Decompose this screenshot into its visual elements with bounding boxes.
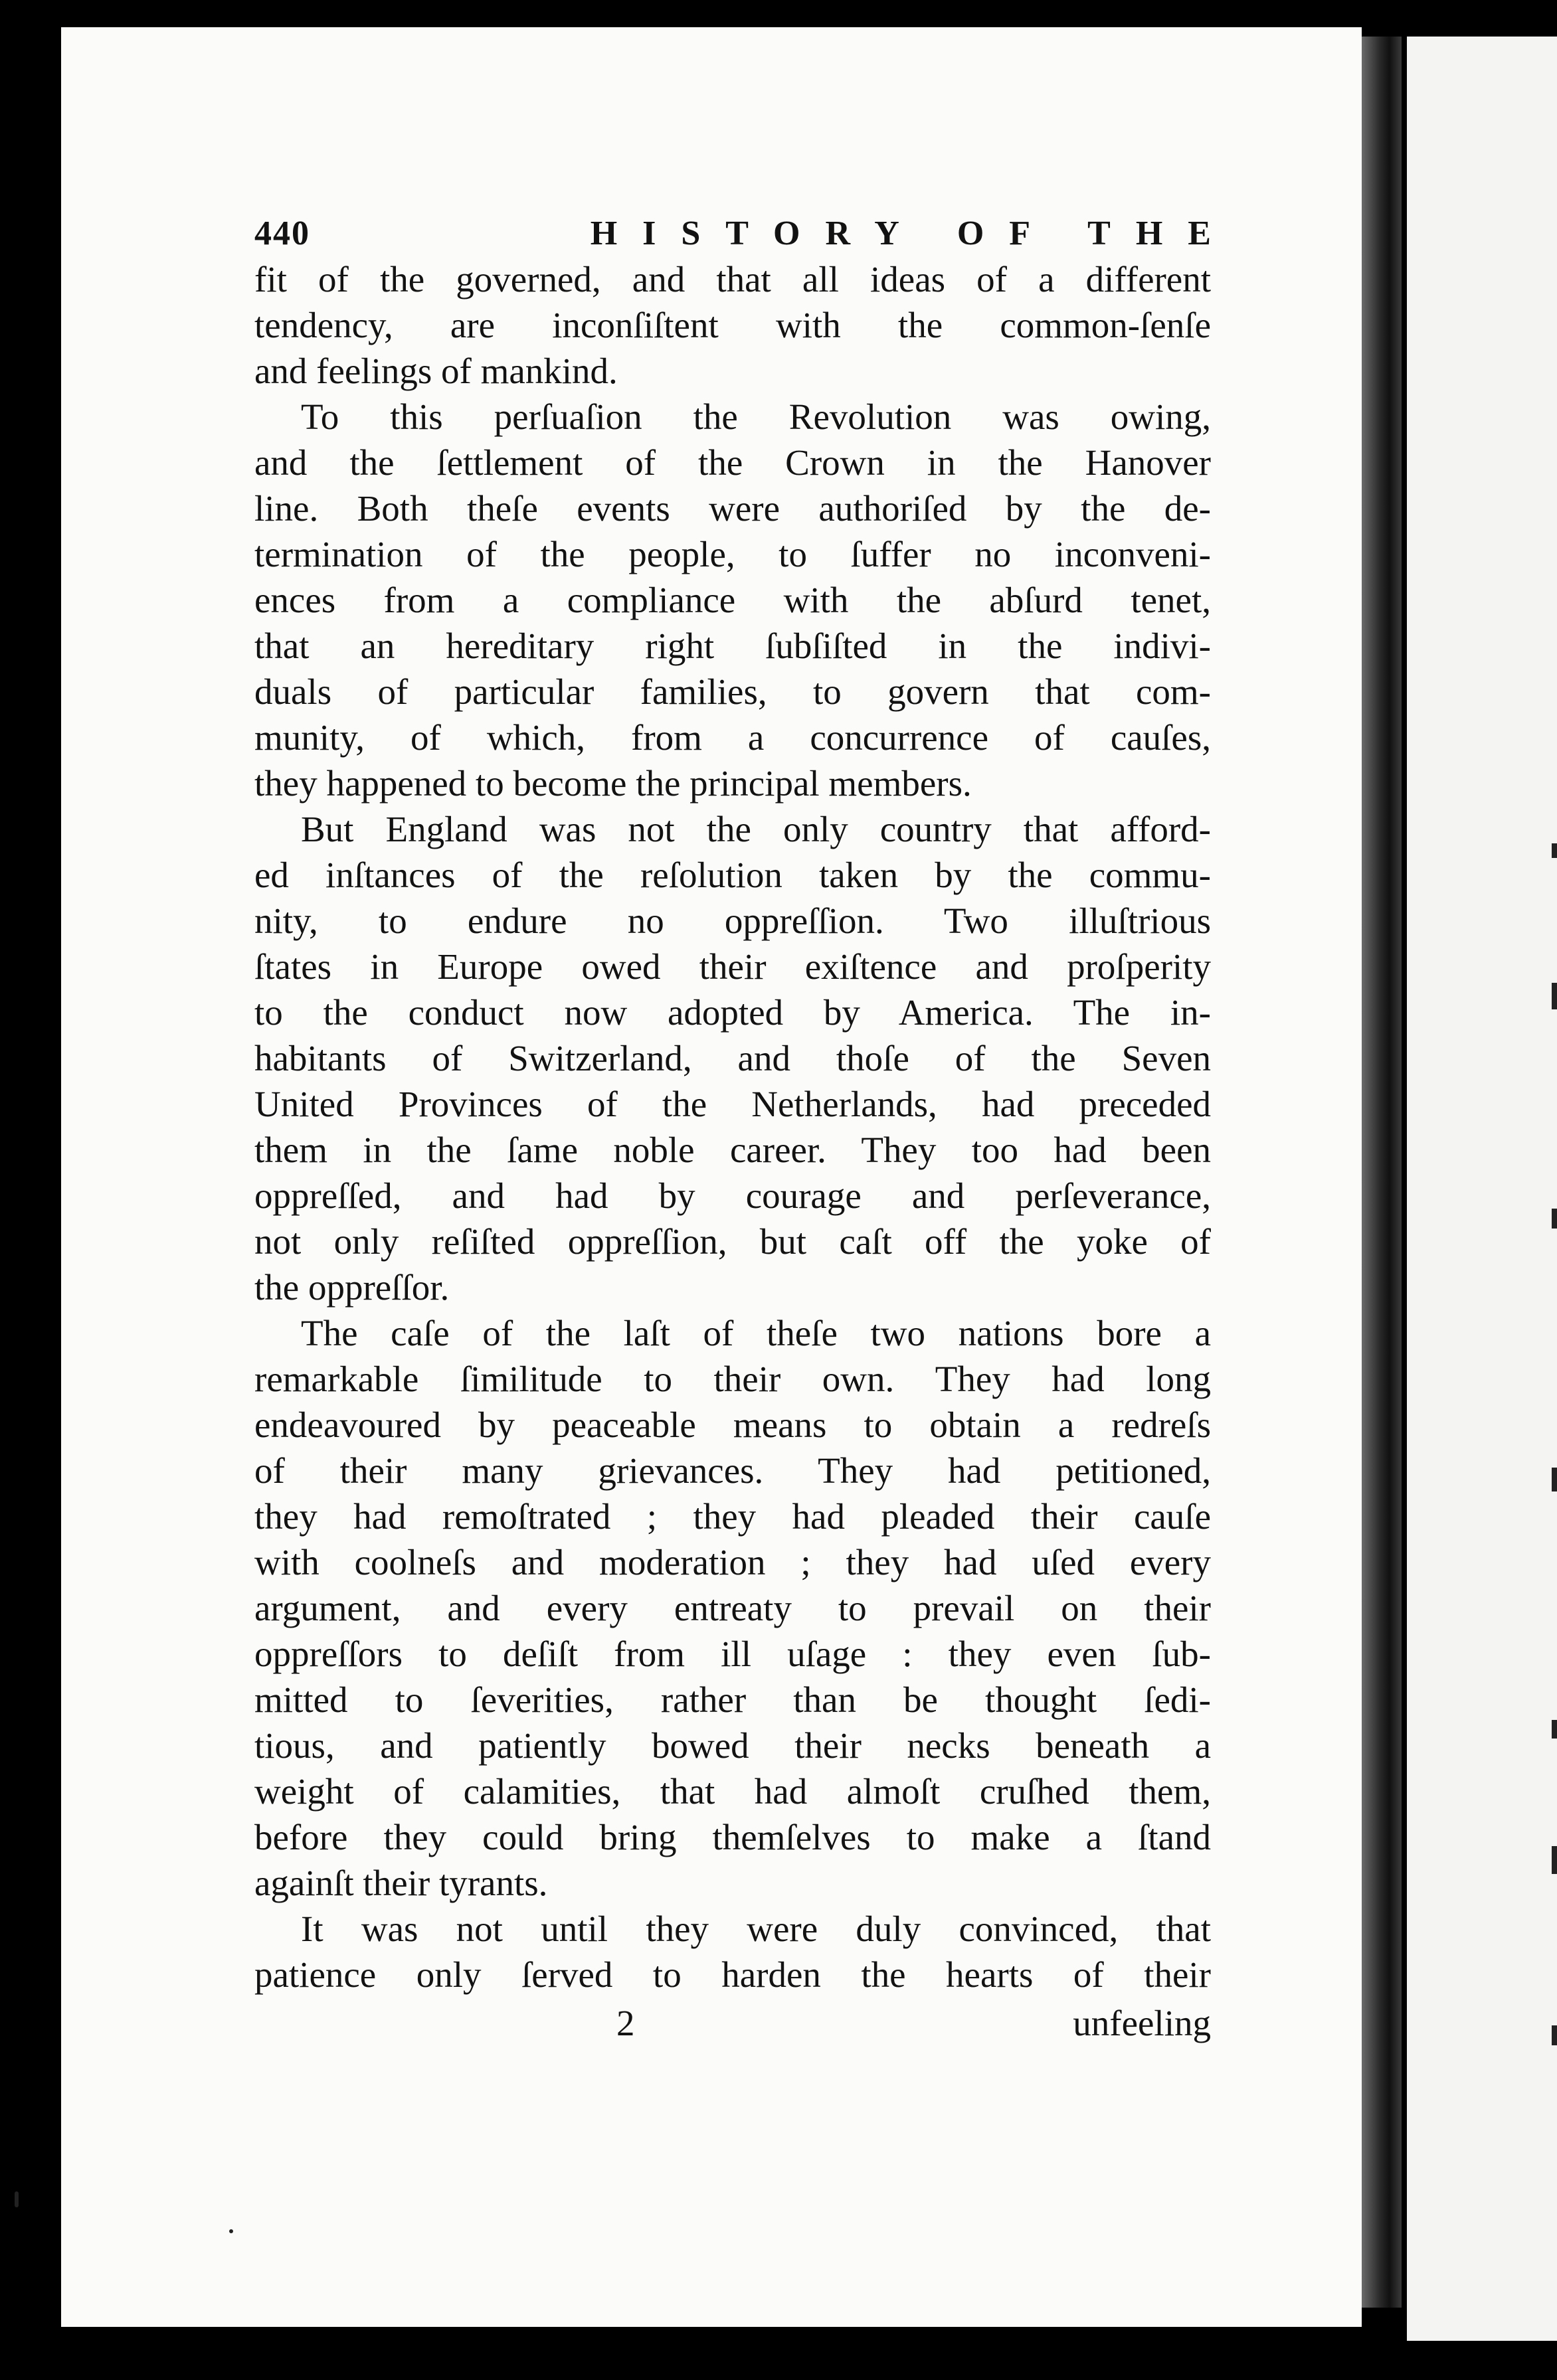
scan-artifact (229, 2229, 233, 2233)
right-page-text-fragment (1552, 1846, 1557, 1874)
page-text (254, 214, 1236, 2046)
paragraph-start-line: The caſe of the laſt of theſe two nations bore a (301, 1313, 1211, 1353)
text-line: line. Both theſe events were authoriſed by the de- (254, 488, 1211, 529)
running-head-title: HISTORY OF THE (590, 214, 1236, 252)
text-line: argument, and every entreaty to prevail on their (254, 1588, 1211, 1628)
text-line: munity, of which, from a concurrence of cauſes, (254, 717, 1211, 758)
text-line: mitted to ſeverities, rather than be thought ſedi- (254, 1679, 1211, 1720)
text-line: termination of the people, to ſuffer no inconveni- (254, 534, 1211, 574)
text-line: before they could bring themſelves to make a ſtand (254, 1817, 1211, 1857)
text-line: with coolneſs and moderation ; they had uſed every (254, 1542, 1211, 1582)
right-page-text-fragment (1552, 1468, 1557, 1491)
paragraph-start-line: But England was not the only country that afford- (301, 809, 1211, 849)
text-line: them in the ſame noble career. They too had been (254, 1130, 1211, 1170)
running-head (254, 214, 1236, 256)
text-line: tendency, are inconſiſtent with the common-ſenſe (254, 305, 1211, 345)
text-line: fit of the governed, and that all ideas of a different (254, 259, 1211, 299)
paragraph-start-line: To this perſuaſion the Revolution was owing, (301, 396, 1211, 437)
page-footer (254, 2000, 1211, 2046)
text-line: the oppreſſor. (254, 1267, 450, 1308)
text-line: againſt their tyrants. (254, 1863, 548, 1903)
text-line: they had remoſtrated ; they had pleaded their cauſe (254, 1496, 1211, 1537)
text-line: ed inſtances of the reſolution taken by the commu- (254, 855, 1211, 895)
text-line: United Provinces of the Netherlands, had preceded (254, 1084, 1211, 1124)
text-line: and the ſettlement of the Crown in the Hanover (254, 442, 1211, 483)
right-page-edge (1407, 37, 1557, 2341)
text-line: endeavoured by peaceable means to obtain a redreſs (254, 1404, 1211, 1445)
page-number: 440 (254, 214, 310, 252)
text-line: remarkable ſimilitude to their own. They had long (254, 1359, 1211, 1399)
text-line: not only reſiſted oppreſſion, but caſt off the yoke of (254, 1221, 1211, 1262)
text-line: ſtates in Europe owed their exiſtence and proſperity (254, 946, 1211, 987)
text-line: oppreſſors to deſiſt from ill uſage : they even ſub- (254, 1634, 1211, 1674)
text-line: of their many grievances. They had petitioned, (254, 1450, 1211, 1491)
right-page-text-fragment (1552, 2025, 1557, 2045)
book-gutter-shadow (1362, 37, 1402, 2308)
right-page-text-fragment (1552, 1209, 1557, 1229)
text-line: oppreſſed, and had by courage and perſeverance, (254, 1175, 1211, 1216)
catchword: unfeeling (1073, 2003, 1211, 2043)
right-page-text-fragment (1552, 983, 1557, 1009)
text-line: they happened to become the principal members. (254, 763, 972, 804)
text-line: ences from a compliance with the abſurd tenet, (254, 580, 1211, 620)
text-line: tious, and patiently bowed their necks beneath a (254, 1725, 1211, 1766)
text-line: patience only ſerved to harden the hearts of their (254, 1954, 1211, 1995)
text-line: weight of calamities, that had almoſt cruſhed them, (254, 1771, 1211, 1812)
text-line: that an hereditary right ſubſiſted in the indivi- (254, 626, 1211, 666)
text-line: nity, to endure no oppreſſion. Two illuſtrious (254, 900, 1211, 941)
text-line: habitants of Switzerland, and thoſe of the Seven (254, 1038, 1211, 1078)
right-page-text-fragment (1552, 843, 1557, 858)
scan-artifact (15, 2191, 19, 2207)
signature-mark: 2 (616, 2003, 635, 2043)
text-line: to the conduct now adopted by America. The in- (254, 992, 1211, 1033)
text-line: duals of particular families, to govern that com- (254, 671, 1211, 712)
paragraph-start-line: It was not until they were duly convinced, that (301, 1909, 1211, 1949)
text-line: and feelings of mankind. (254, 351, 618, 391)
right-page-text-fragment (1552, 1720, 1557, 1739)
